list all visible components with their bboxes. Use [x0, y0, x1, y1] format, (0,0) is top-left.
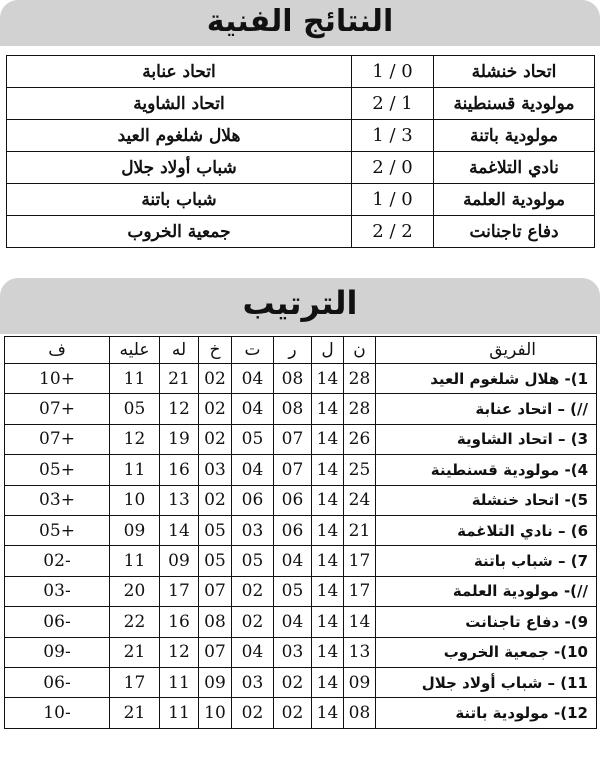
- standings-title: الترتيب: [0, 278, 600, 334]
- table-row: [5, 394, 597, 424]
- result-row: [7, 184, 595, 216]
- header-played: ل: [312, 337, 344, 364]
- goals-against: 12: [110, 424, 160, 454]
- played: 14: [312, 364, 344, 394]
- played: 14: [312, 607, 344, 637]
- away-team: شباب أولاد جلال: [7, 152, 352, 184]
- drawn: 03: [232, 667, 274, 697]
- team-name: //) – اتحاد عنابة: [376, 394, 597, 424]
- standings-table: [4, 336, 597, 729]
- team-name: 10)- جمعية الخروب: [376, 637, 597, 667]
- drawn: 04: [232, 364, 274, 394]
- points: 14: [344, 607, 376, 637]
- played: 14: [312, 485, 344, 515]
- points: 09: [344, 667, 376, 697]
- drawn: 04: [232, 394, 274, 424]
- table-row: [5, 515, 597, 545]
- goals-against: 09: [110, 515, 160, 545]
- away-team: جمعية الخروب: [7, 216, 352, 248]
- played: 14: [312, 576, 344, 606]
- lost: 09: [199, 667, 232, 697]
- won: 08: [274, 364, 312, 394]
- won: 06: [274, 515, 312, 545]
- team-name: 6) – نادي التلاغمة: [376, 515, 597, 545]
- points: 21: [344, 515, 376, 545]
- team-name: //)- مولودية العلمة: [376, 576, 597, 606]
- drawn: 06: [232, 485, 274, 515]
- won: 07: [274, 455, 312, 485]
- won: 04: [274, 546, 312, 576]
- goal-difference: -06: [5, 607, 110, 637]
- points: 17: [344, 576, 376, 606]
- match-score: 1 / 3: [352, 120, 434, 152]
- drawn: 03: [232, 515, 274, 545]
- drawn: 02: [232, 607, 274, 637]
- goals-for: 21: [160, 364, 199, 394]
- table-row: [5, 546, 597, 576]
- table-row: [5, 607, 597, 637]
- goals-against: 21: [110, 637, 160, 667]
- match-score: 1 / 0: [352, 184, 434, 216]
- goal-difference: +05: [5, 515, 110, 545]
- won: 02: [274, 698, 312, 728]
- goal-difference: +03: [5, 485, 110, 515]
- lost: 05: [199, 546, 232, 576]
- header-goal-diff: ف: [5, 337, 110, 364]
- home-team: دفاع تاجنانت: [434, 216, 595, 248]
- team-name: 3) – اتحاد الشاوية: [376, 424, 597, 454]
- goal-difference: -02: [5, 546, 110, 576]
- result-row: [7, 216, 595, 248]
- team-name: 5)- اتحاد خنشلة: [376, 485, 597, 515]
- table-row: [5, 637, 597, 667]
- points: 28: [344, 364, 376, 394]
- goal-difference: -09: [5, 637, 110, 667]
- table-row: [5, 576, 597, 606]
- goals-against: 05: [110, 394, 160, 424]
- team-name: 4)- مولودية قسنطينة: [376, 455, 597, 485]
- goals-against: 11: [110, 455, 160, 485]
- drawn: 05: [232, 546, 274, 576]
- lost: 08: [199, 607, 232, 637]
- goals-for: 12: [160, 637, 199, 667]
- goal-difference: +10: [5, 364, 110, 394]
- drawn: 02: [232, 698, 274, 728]
- points: 28: [344, 394, 376, 424]
- header-lost: خ: [199, 337, 232, 364]
- goals-for: 13: [160, 485, 199, 515]
- goal-difference: -03: [5, 576, 110, 606]
- played: 14: [312, 698, 344, 728]
- goals-against: 17: [110, 667, 160, 697]
- team-name: 9)- دفاع تاجنانت: [376, 607, 597, 637]
- goals-for: 12: [160, 394, 199, 424]
- played: 14: [312, 455, 344, 485]
- results-title: النتائج الفنية: [0, 0, 600, 46]
- result-row: [7, 56, 595, 88]
- lost: 07: [199, 637, 232, 667]
- header-goals-against: عليه: [110, 337, 160, 364]
- points: 13: [344, 637, 376, 667]
- home-team: اتحاد خنشلة: [434, 56, 595, 88]
- won: 05: [274, 576, 312, 606]
- won: 03: [274, 637, 312, 667]
- goals-against: 11: [110, 364, 160, 394]
- lost: 02: [199, 394, 232, 424]
- points: 08: [344, 698, 376, 728]
- table-row: [5, 485, 597, 515]
- played: 14: [312, 394, 344, 424]
- goal-difference: +07: [5, 394, 110, 424]
- drawn: 05: [232, 424, 274, 454]
- goals-for: 09: [160, 546, 199, 576]
- played: 14: [312, 515, 344, 545]
- goals-against: 22: [110, 607, 160, 637]
- result-row: [7, 120, 595, 152]
- goals-for: 16: [160, 455, 199, 485]
- header-won: ر: [274, 337, 312, 364]
- header-goals-for: له: [160, 337, 199, 364]
- played: 14: [312, 424, 344, 454]
- goals-for: 19: [160, 424, 199, 454]
- table-row: [5, 667, 597, 697]
- match-score: 2 / 2: [352, 216, 434, 248]
- header-points: ن: [344, 337, 376, 364]
- away-team: شباب باتنة: [7, 184, 352, 216]
- team-name: 1)- هلال شلغوم العيد: [376, 364, 597, 394]
- home-team: مولودية العلمة: [434, 184, 595, 216]
- goals-against: 10: [110, 485, 160, 515]
- home-team: مولودية قسنطينة: [434, 88, 595, 120]
- points: 25: [344, 455, 376, 485]
- played: 14: [312, 637, 344, 667]
- result-row: [7, 88, 595, 120]
- goals-for: 11: [160, 698, 199, 728]
- points: 24: [344, 485, 376, 515]
- drawn: 04: [232, 455, 274, 485]
- won: 06: [274, 485, 312, 515]
- team-name: 11) – شباب أولاد جلال: [376, 667, 597, 697]
- won: 07: [274, 424, 312, 454]
- lost: 05: [199, 515, 232, 545]
- home-team: مولودية باتنة: [434, 120, 595, 152]
- points: 26: [344, 424, 376, 454]
- drawn: 02: [232, 576, 274, 606]
- goal-difference: -06: [5, 667, 110, 697]
- goals-for: 16: [160, 607, 199, 637]
- header-drawn: ت: [232, 337, 274, 364]
- played: 14: [312, 546, 344, 576]
- away-team: اتحاد عنابة: [7, 56, 352, 88]
- table-row: [5, 698, 597, 728]
- lost: 02: [199, 364, 232, 394]
- goals-against: 20: [110, 576, 160, 606]
- standings-header-row: [5, 337, 597, 364]
- home-team: نادي التلاغمة: [434, 152, 595, 184]
- match-score: 2 / 0: [352, 152, 434, 184]
- won: 08: [274, 394, 312, 424]
- goal-difference: +07: [5, 424, 110, 454]
- goals-against: 11: [110, 546, 160, 576]
- goal-difference: -10: [5, 698, 110, 728]
- goals-for: 11: [160, 667, 199, 697]
- results-table: [6, 55, 595, 248]
- team-name: 12)- مولودية باتنة: [376, 698, 597, 728]
- played: 14: [312, 667, 344, 697]
- header-team: الفريق: [376, 337, 597, 364]
- table-row: [5, 364, 597, 394]
- lost: 07: [199, 576, 232, 606]
- points: 17: [344, 546, 376, 576]
- goals-against: 21: [110, 698, 160, 728]
- away-team: هلال شلغوم العيد: [7, 120, 352, 152]
- lost: 02: [199, 485, 232, 515]
- away-team: اتحاد الشاوية: [7, 88, 352, 120]
- won: 02: [274, 667, 312, 697]
- won: 04: [274, 607, 312, 637]
- team-name: 7) – شباب باتنة: [376, 546, 597, 576]
- goals-for: 14: [160, 515, 199, 545]
- table-row: [5, 424, 597, 454]
- match-score: 2 / 1: [352, 88, 434, 120]
- drawn: 04: [232, 637, 274, 667]
- lost: 02: [199, 424, 232, 454]
- goal-difference: +05: [5, 455, 110, 485]
- table-row: [5, 455, 597, 485]
- lost: 10: [199, 698, 232, 728]
- match-score: 1 / 0: [352, 56, 434, 88]
- result-row: [7, 152, 595, 184]
- lost: 03: [199, 455, 232, 485]
- goals-for: 17: [160, 576, 199, 606]
